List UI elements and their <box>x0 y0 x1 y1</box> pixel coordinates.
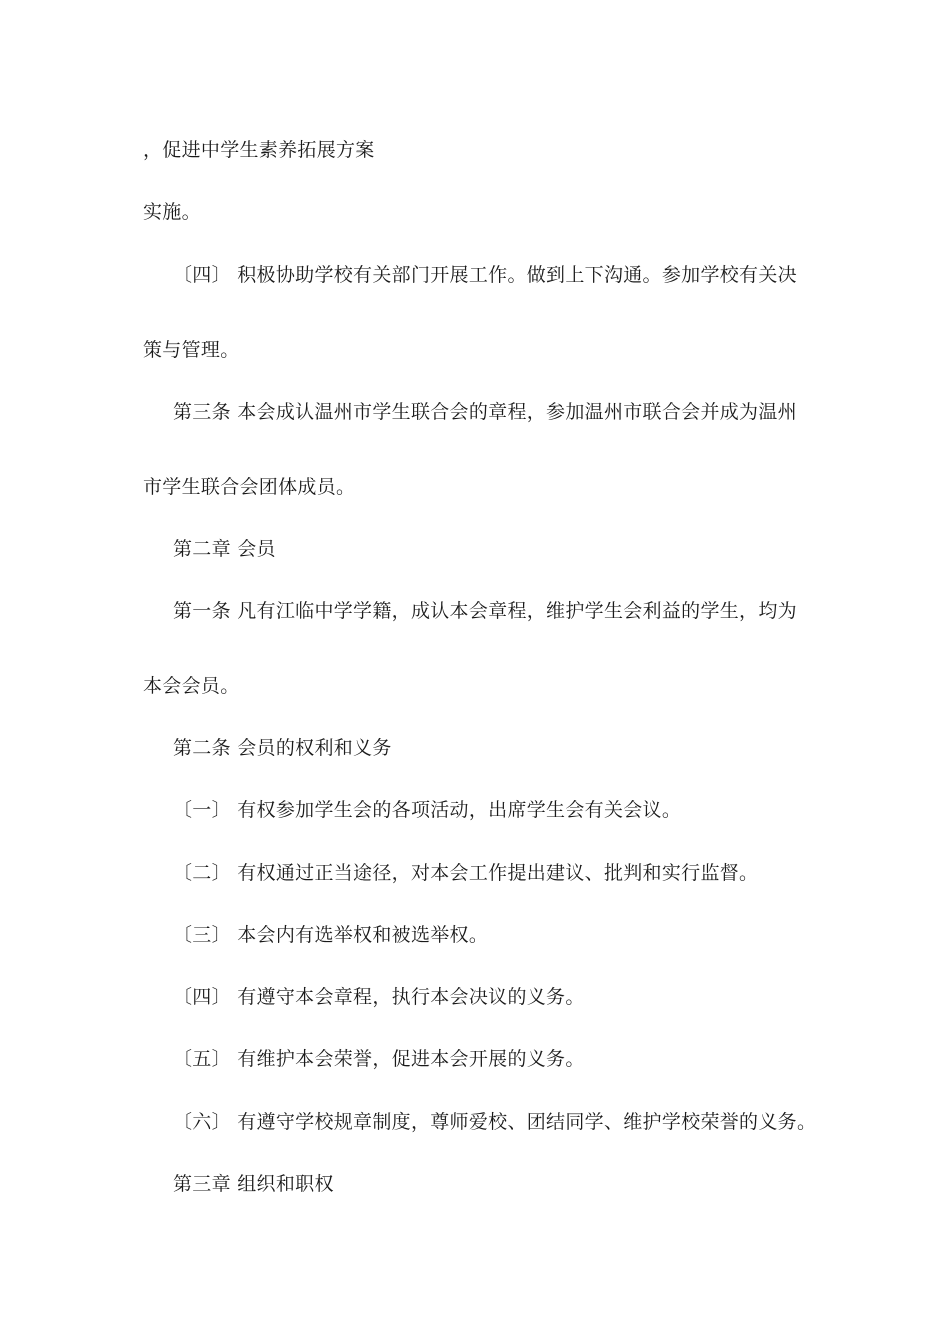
list-item: 〔四〕 有遵守本会章程，执行本会决议的义务。 <box>173 986 585 1008</box>
list-item: 〔五〕 有维护本会荣誉，促进本会开展的义务。 <box>173 1048 585 1070</box>
section-heading: 第三章 组织和职权 <box>173 1173 334 1195</box>
text-line: 实施。 <box>143 201 201 223</box>
list-item: 〔三〕 本会内有选举权和被选举权。 <box>173 924 489 946</box>
text-line: 第一条 凡有江临中学学籍，成认本会章程，维护学生会利益的学生，均为 <box>173 600 797 622</box>
section-heading: 第二章 会员 <box>173 538 276 560</box>
text-line: 本会会员。 <box>143 675 240 697</box>
list-item: 〔二〕 有权通过正当途径，对本会工作提出建议、批判和实行监督。 <box>173 862 759 884</box>
text-line: 〔四〕 积极协助学校有关部门开展工作。做到上下沟通。参加学校有关决 <box>173 264 797 286</box>
list-item: 〔六〕 有遵守学校规章制度，尊师爱校、团结同学、维护学校荣誉的义务。 <box>173 1111 817 1133</box>
text-line: 市学生联合会团体成员。 <box>143 476 356 498</box>
text-line: 第二条 会员的权利和义务 <box>173 737 392 759</box>
text-line: 策与管理。 <box>143 339 240 361</box>
list-item: 〔一〕 有权参加学生会的各项活动，出席学生会有关会议。 <box>173 799 682 821</box>
text-line: ，促进中学生素养拓展方案 <box>143 139 375 161</box>
text-line: 第三条 本会成认温州市学生联合会的章程，参加温州市联合会并成为温州 <box>173 401 797 423</box>
